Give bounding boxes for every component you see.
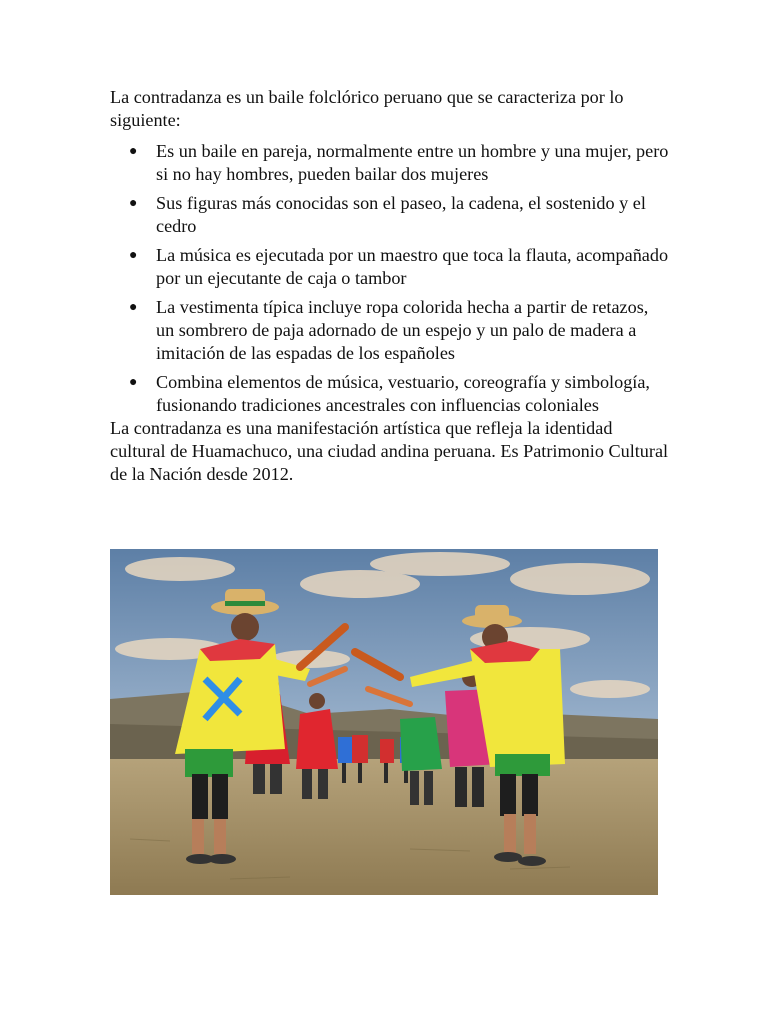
list-item — [110, 192, 670, 238]
list-item-text: Es un baile en pareja, normalmente entre un hombre y una mujer, pero si no hay hombres, pueden bailar dos mujeres — [156, 141, 669, 184]
bullet-icon: ● — [129, 300, 138, 315]
list-item-text: Combina elementos de música, vestuario, coreografía y simbología, fusionando tradiciones ancestrales con influencias coloniales — [156, 372, 650, 415]
bullet-icon: ● — [129, 375, 138, 390]
list-item — [110, 140, 670, 186]
list-item — [110, 371, 670, 417]
closing-paragraph: La contradanza es una manifestación artística que refleja la identidad cultural de Huamachuco, una ciudad andina peruana. Es Patrimonio Cultural de la Nación desde 2012. — [110, 418, 669, 484]
bullet-icon: ● — [129, 144, 138, 159]
intro-paragraph: La contradanza es un baile folclórico peruano que se caracteriza por lo siguiente: — [110, 87, 624, 130]
list-item — [110, 296, 670, 365]
list-item — [110, 244, 670, 290]
bullet-icon: ● — [129, 196, 138, 211]
list-item-text: La música es ejecutada por un maestro que toca la flauta, acompañado por un ejecutante de caja o tambor — [156, 245, 669, 288]
bullet-icon: ● — [129, 248, 138, 263]
list-item-text: La vestimenta típica incluye ropa colorida hecha a partir de retazos, un sombrero de paja adornado de un espejo y un palo de madera a imitación de las espadas de los españoles — [156, 297, 649, 363]
bullet-list — [110, 140, 670, 417]
text-block — [110, 86, 670, 486]
list-item-text: Sus figuras más conocidas son el paseo, la cadena, el sostenido y el cedro — [156, 193, 646, 236]
dancers-photo — [110, 549, 658, 895]
